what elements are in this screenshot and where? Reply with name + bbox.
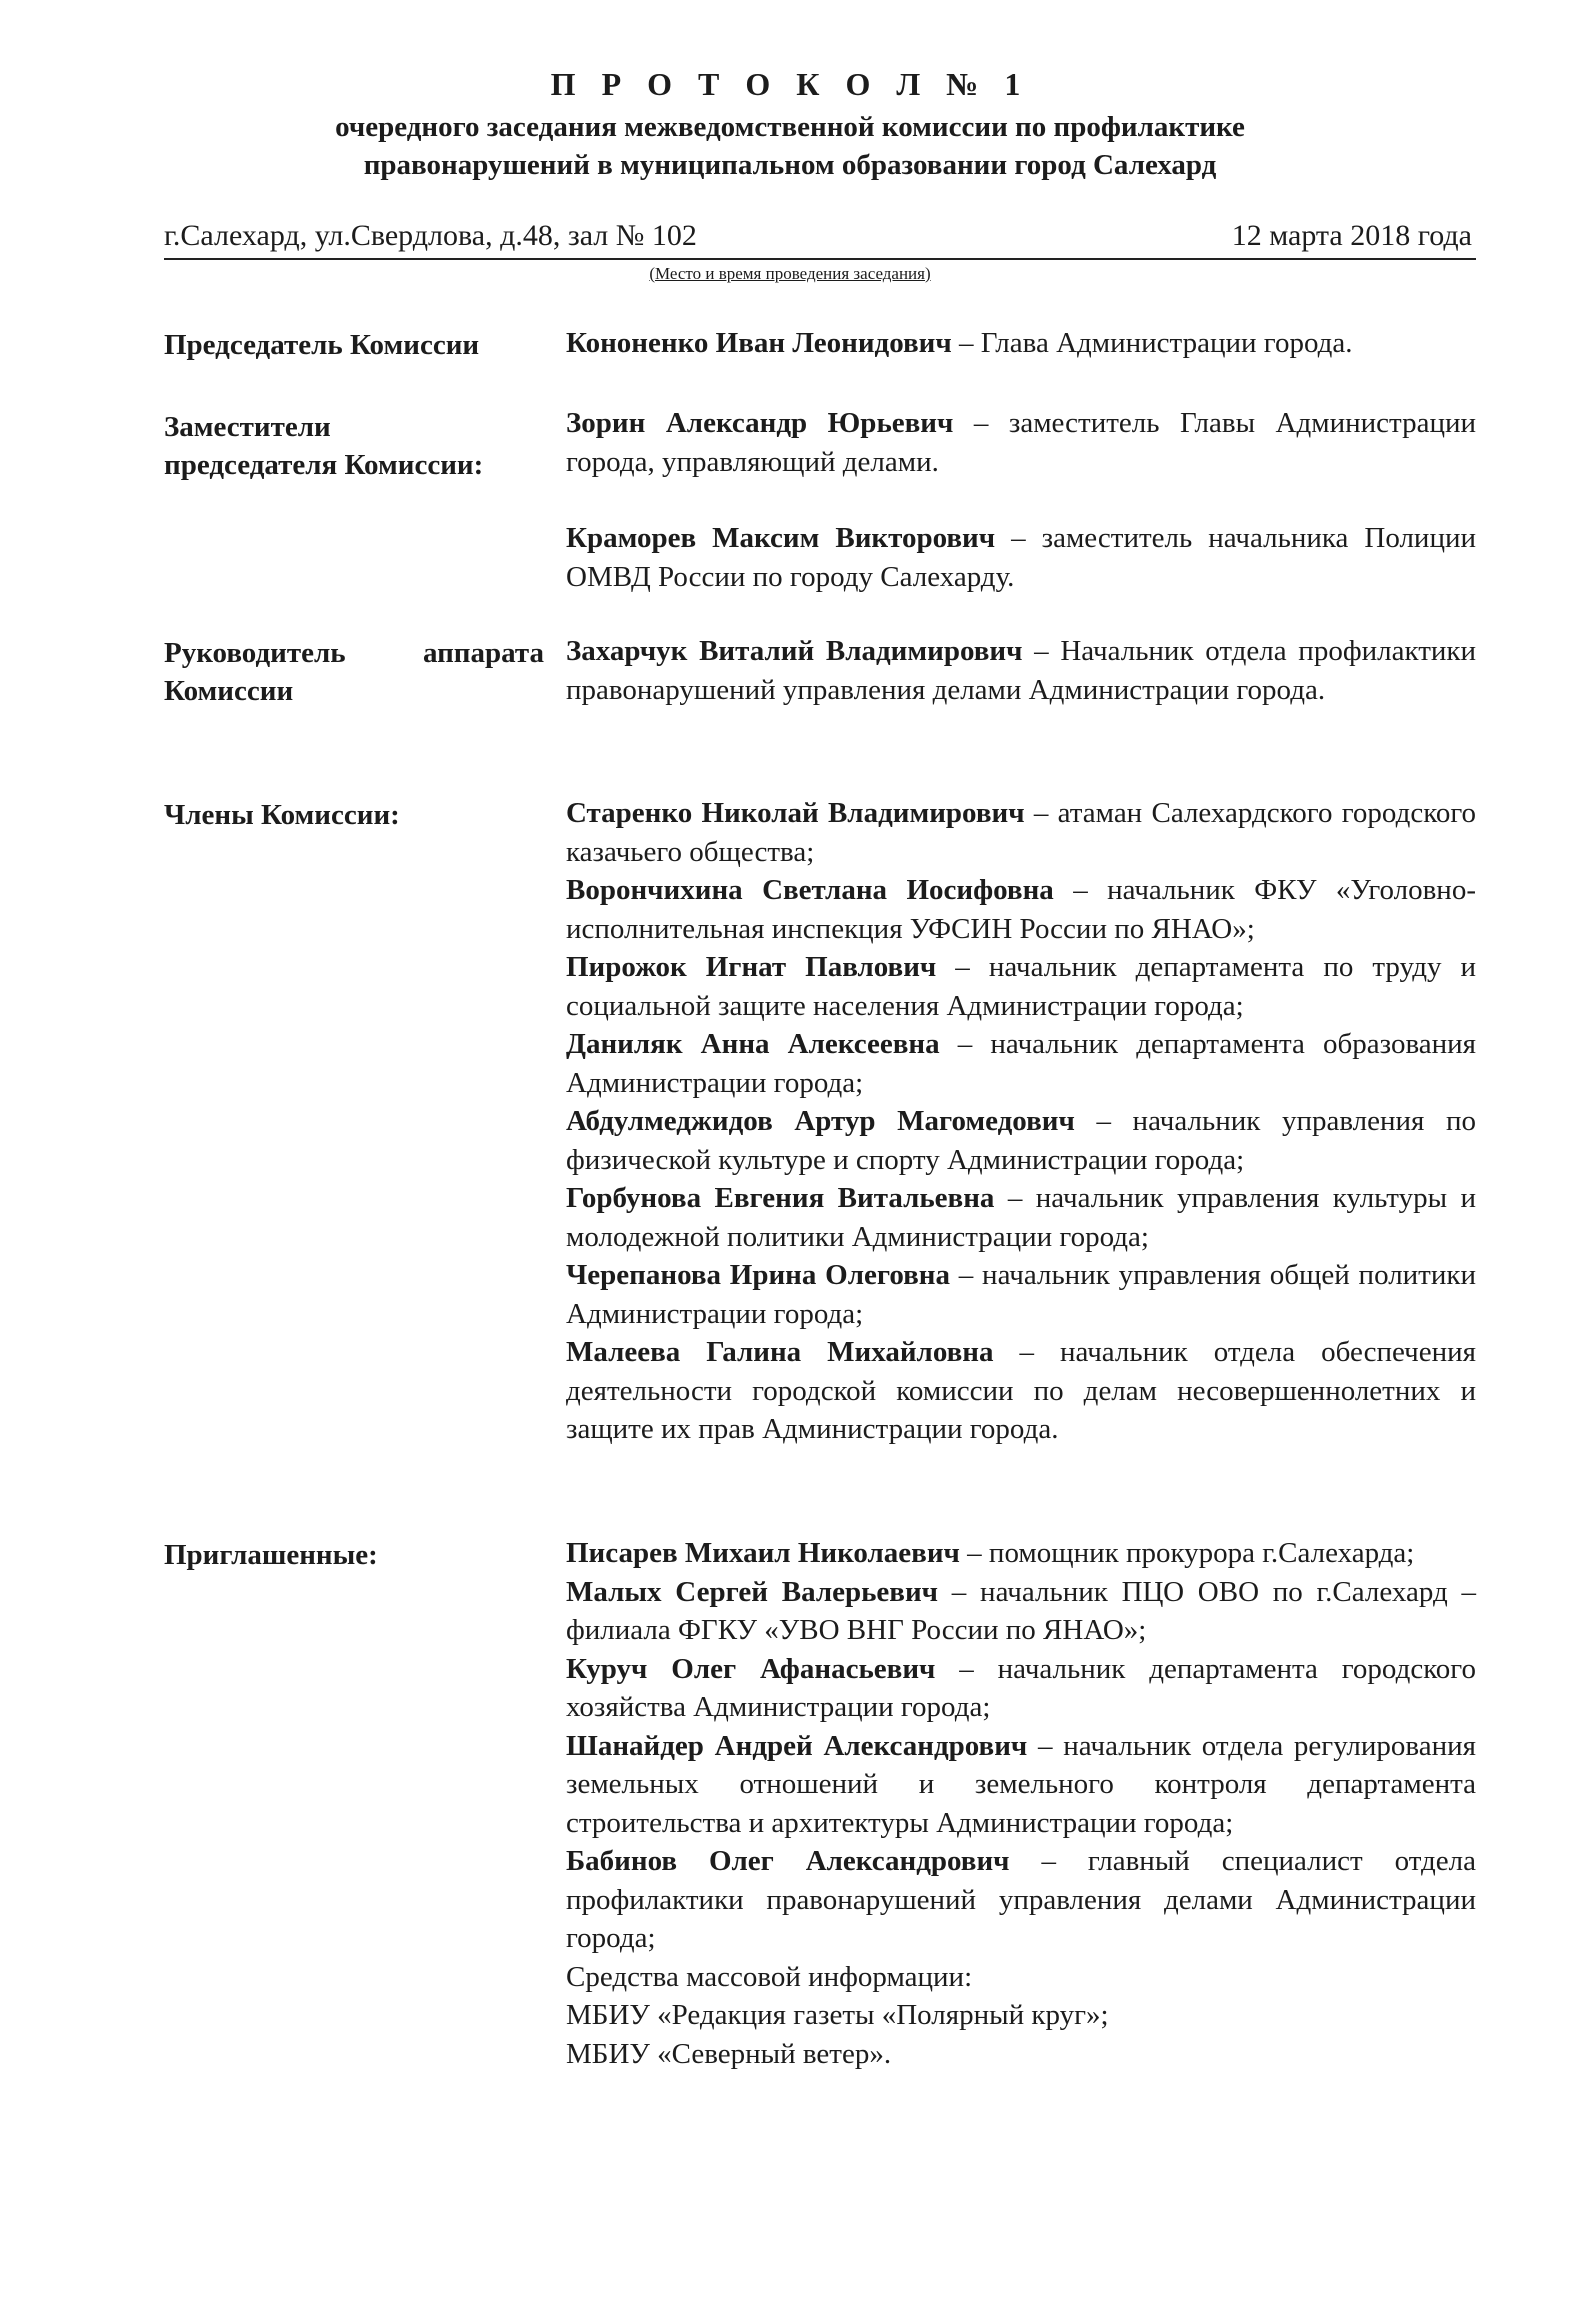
entry-position: – начальник отдела обеспечения деятельности городской комиссии по делам несовершеннолетних и защите их прав Администрации города. (566, 1336, 1476, 1445)
entry-invited-5 (566, 1842, 1476, 1958)
chair-entries (566, 324, 1476, 363)
entry-name: Писарев Михаил Николаевич (566, 1537, 960, 1569)
role-head-office-line-2: Комиссии (164, 675, 294, 707)
head-office-entries (566, 632, 1476, 709)
entry-position: – начальник ПЦО ОВО по г.Салехард – филиала ФГКУ «УВО ВНГ России по ЯНАО»; (566, 1575, 1476, 1646)
protocol-title: П Р О Т О К О Л № 1 (550, 66, 1030, 102)
subtitle-line-1: очередного заседания межведомственной комиссии по профилактике (335, 111, 1245, 143)
deputies-entries (566, 404, 1476, 596)
entry-position: – заместитель Главы Администрации города, управляющий делами. (566, 407, 1476, 478)
entry-name: Малеева Галина Михайловна (566, 1336, 994, 1368)
place-caption: (Место и время проведения заседания) (649, 264, 931, 283)
entry-name: Пирожок Игнат Павлович (566, 951, 937, 983)
meeting-place: г.Салехард, ул.Свердлова, д.48, зал № 102 (164, 219, 697, 252)
media-label: Средства массовой информации: (566, 1960, 973, 1993)
entry-member-7 (566, 1256, 1476, 1333)
entry-position: – главный специалист отдела профилактики правонарушений управления делами Администрации города; (566, 1845, 1476, 1954)
entry-member-1 (566, 794, 1476, 871)
entry-position: – начальник департамента городского хозяйства Администрации города; (566, 1652, 1476, 1723)
entry-position: – помощник прокурора г.Салехарда; (959, 1537, 1415, 1569)
entry-deputy-2 (566, 519, 1476, 596)
entry-head-office (566, 632, 1476, 709)
entry-position: – начальник управления по физической культуре и спорту Администрации города; (566, 1105, 1476, 1176)
members-entries (566, 794, 1476, 1449)
entry-member-5 (566, 1102, 1476, 1179)
role-invited: Приглашенные: (164, 1539, 378, 1571)
entry-position: – атаман Салехардского городского казачьего общества; (566, 797, 1476, 868)
entry-invited-1 (566, 1534, 1476, 1573)
entry-name: Абдулмеджидов Артур Магомедович (566, 1105, 1075, 1137)
entry-name: Даниляк Анна Алексеевна (566, 1028, 940, 1060)
entry-position: – начальник управления общей политики Администрации города; (566, 1259, 1476, 1330)
entry-name: Куруч Олег Афанасьевич (566, 1652, 936, 1685)
entry-name: Старенко Николай Владимирович (566, 797, 1025, 829)
entry-name: Горбунова Евгения Витальевна (566, 1182, 995, 1214)
entry-deputy-1 (566, 404, 1476, 481)
entry-position: – начальник ФКУ «Уголовно-исполнительная инспекция УФСИН России по ЯНАО»; (566, 874, 1476, 945)
role-head-office-line-1: Руководитель аппарата (164, 637, 544, 669)
invited-entries (566, 1534, 1476, 2073)
entry-invited-4 (566, 1727, 1476, 1843)
media-item-1: МБИУ «Редакция газеты «Полярный круг»; (566, 1999, 1109, 2031)
media-item-2: МБИУ «Северный ветер». (566, 2037, 892, 2070)
role-members: Члены Комиссии: (164, 799, 400, 831)
role-deputies-line-1: Заместители (164, 411, 331, 443)
protocol-subtitle (0, 108, 1580, 184)
entry-position: – Начальник отдела профилактики правонарушений управления делами Администрации города. (566, 635, 1476, 706)
entry-position: – начальник департамента образования Администрации города; (566, 1028, 1477, 1099)
entry-chair (566, 324, 1476, 363)
entry-member-6 (566, 1179, 1476, 1256)
entry-name: Ворончихина Светлана Иосифовна (566, 874, 1054, 906)
role-deputies-line-2: председателя Комиссии: (164, 449, 484, 481)
entry-invited-3 (566, 1650, 1476, 1727)
entry-position: – начальник отдела регулирования земельных отношений и земельного контроля департамента строительства и архитектуры Администрации города; (566, 1729, 1476, 1839)
role-head-office (164, 634, 544, 710)
entry-invited-2 (566, 1573, 1476, 1650)
place-date-row (164, 218, 1476, 260)
entry-name: Черепанова Ирина Олеговна (566, 1259, 950, 1291)
entry-name: Зорин Александр Юрьевич (566, 407, 954, 439)
role-chair: Председатель Комиссии (164, 329, 480, 361)
role-deputies (164, 408, 544, 484)
entry-name: Захарчук Виталий Владимирович (566, 635, 1023, 667)
entry-name: Краморев Максим Викторович (566, 522, 996, 554)
entry-position: – Глава Администрации города. (951, 327, 1353, 359)
entry-member-8 (566, 1333, 1476, 1449)
entry-position: – начальник управления культуры и молодежной политики Администрации города; (566, 1182, 1476, 1253)
entry-member-2 (566, 871, 1476, 948)
entry-name: Малых Сергей Валерьевич (566, 1575, 939, 1608)
entry-position: – заместитель начальника Полиции ОМВД России по городу Салехарду. (566, 522, 1477, 593)
entry-name: Бабинов Олег Александрович (566, 1845, 1010, 1877)
subtitle-line-2: правонарушений в муниципальном образовании город Салехард (363, 149, 1217, 181)
meeting-date: 12 марта 2018 года (1231, 219, 1472, 252)
entry-name: Шанайдер Андрей Александрович (566, 1729, 1028, 1762)
entry-member-4 (566, 1025, 1476, 1102)
entry-member-3 (566, 948, 1476, 1025)
entry-position: – начальник департамента по труду и социальной защите населения Администрации города; (566, 951, 1476, 1022)
entry-name: Кононенко Иван Леонидович (566, 327, 952, 359)
